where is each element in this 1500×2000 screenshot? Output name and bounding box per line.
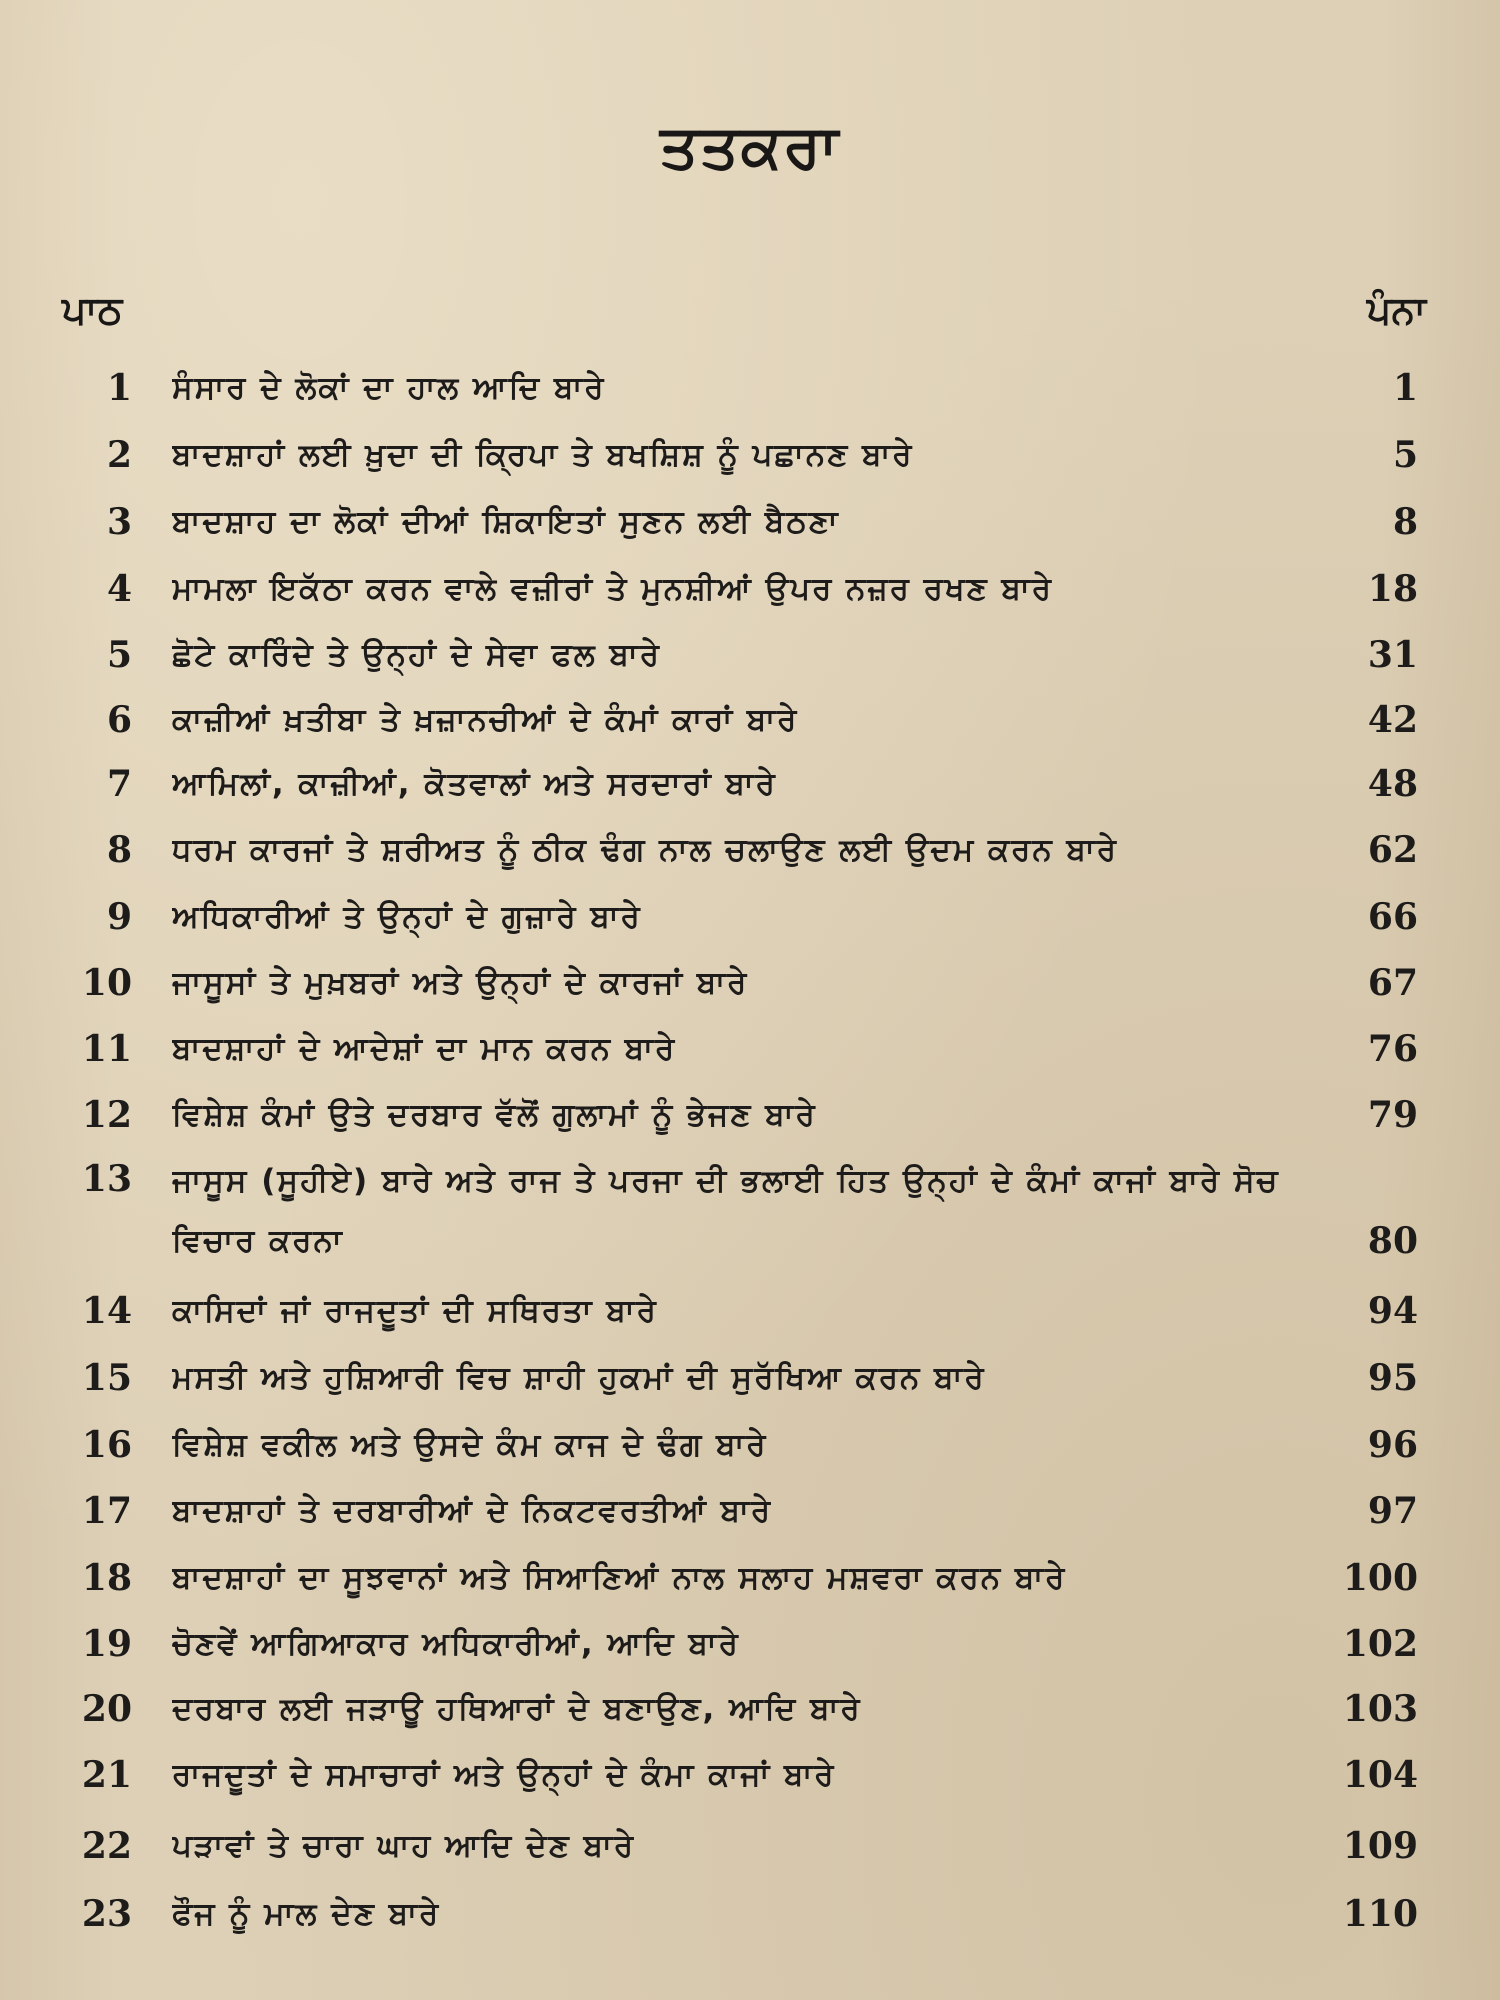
lesson-title: ਅਧਿਕਾਰੀਆਂ ਤੇ ਉਨ੍ਹਾਂ ਦੇ ਗੁਜ਼ਾਰੇ ਬਾਰੇ: [172, 899, 642, 935]
lesson-number: 3: [106, 501, 132, 543]
lesson-column-header: ਪਾਠ: [62, 288, 123, 332]
toc-entry: [0, 1747, 1500, 1803]
toc-entry: [0, 1681, 1500, 1737]
toc-entry: [0, 427, 1500, 483]
lesson-title: ਸੰਸਾਰ ਦੇ ਲੋਕਾਂ ਦਾ ਹਾਲ ਆਦਿ ਬਾਰੇ: [172, 370, 606, 406]
toc-entry: [0, 822, 1500, 878]
lesson-title: ਜਾਸੂਸਾਂ ਤੇ ਮੁਖ਼ਬਰਾਂ ਅਤੇ ਉਨ੍ਹਾਂ ਦੇ ਕਾਰਜਾਂ ਬਾਰੇ: [172, 965, 749, 1001]
toc-entry: [0, 1818, 1500, 1874]
toc-entry: [0, 494, 1500, 550]
page-number: 100: [1342, 1557, 1418, 1599]
toc-entry: [0, 1151, 1500, 1263]
toc-entry: [0, 561, 1500, 617]
page-number: 110: [1342, 1893, 1418, 1935]
toc-entry: [0, 1550, 1500, 1606]
lesson-title: ਛੋਟੇ ਕਾਰਿੰਦੇ ਤੇ ਉਨ੍ਹਾਂ ਦੇ ਸੇਵਾ ਫਲ ਬਾਰੇ: [172, 637, 661, 673]
toc-entry: [0, 1483, 1500, 1539]
lesson-title: ਬਾਦਸ਼ਾਹ ਦਾ ਲੋਕਾਂ ਦੀਆਂ ਸ਼ਿਕਾਇਤਾਂ ਸੁਣਨ ਲਈ ਬੈਠਣਾ: [172, 504, 840, 540]
lesson-number: 9: [106, 896, 132, 938]
page-number: 97: [1367, 1490, 1418, 1532]
page-number: 1: [1392, 367, 1418, 409]
lesson-title: ਬਾਦਸ਼ਾਹਾਂ ਲਈ ਖ਼ੁਦਾ ਦੀ ਕ੍ਰਿਪਾ ਤੇ ਬਖਸ਼ਿਸ਼ ਨੂੰ ਪਛਾਨਣ ਬਾਰੇ: [172, 437, 914, 473]
lesson-number: 1: [106, 367, 132, 409]
lesson-number: 16: [81, 1424, 132, 1466]
lesson-number: 2: [106, 434, 132, 476]
lesson-number: 17: [81, 1490, 132, 1532]
toc-entry: [0, 1021, 1500, 1077]
lesson-number: 4: [106, 568, 132, 610]
lesson-number: 21: [81, 1754, 132, 1796]
page-number: 80: [1367, 1220, 1418, 1262]
lesson-number: 8: [106, 829, 132, 871]
lesson-number: 6: [106, 699, 132, 741]
toc-entry: [0, 627, 1500, 683]
lesson-title: ਕਾਜ਼ੀਆਂ ਖ਼ਤੀਬਾ ਤੇ ਖ਼ਜ਼ਾਨਚੀਆਂ ਦੇ ਕੰਮਾਂ ਕਾਰਾਂ ਬਾਰੇ: [172, 702, 799, 738]
lesson-number: 7: [106, 763, 132, 805]
lesson-title: ਵਿਸ਼ੇਸ਼ ਕੰਮਾਂ ਉਤੇ ਦਰਬਾਰ ਵੱਲੋਂ ਗੁਲਾਮਾਂ ਨੂੰ ਭੇਜਣ ਬਾਰੇ: [172, 1097, 817, 1133]
toc-entry: [0, 692, 1500, 748]
toc-entry: [0, 360, 1500, 416]
lesson-title: ਬਾਦਸ਼ਾਹਾਂ ਦਾ ਸੂਝਵਾਨਾਂ ਅਤੇ ਸਿਆਣਿਆਂ ਨਾਲ ਸਲਾਹ ਮਸ਼ਵਰਾ ਕਰਨ ਬਾਰੇ: [172, 1560, 1067, 1596]
lesson-number: 10: [81, 962, 132, 1004]
page-title: ਤਤਕਰਾ: [659, 112, 841, 182]
page-number: 62: [1367, 829, 1418, 871]
page-column-header: ਪੰਨਾ: [1366, 288, 1426, 332]
lesson-title: ਮਸਤੀ ਅਤੇ ਹੁਸ਼ਿਆਰੀ ਵਿਚ ਸ਼ਾਹੀ ਹੁਕਮਾਂ ਦੀ ਸੁਰੱਖਿਆ ਕਰਨ ਬਾਰੇ: [172, 1360, 986, 1396]
page-number: 103: [1342, 1688, 1418, 1730]
lesson-title: ਚੋਣਵੇਂ ਆਗਿਆਕਾਰ ਅਧਿਕਾਰੀਆਂ, ਆਦਿ ਬਾਰੇ: [172, 1626, 740, 1662]
lesson-title: ਫੌਜ ਨੂੰ ਮਾਲ ਦੇਣ ਬਾਰੇ: [172, 1896, 441, 1932]
lesson-number: 13: [81, 1158, 132, 1200]
page-number: 5: [1392, 434, 1418, 476]
lesson-title: ਆਮਿਲਾਂ, ਕਾਜ਼ੀਆਂ, ਕੋਤਵਾਲਾਂ ਅਤੇ ਸਰਦਾਰਾਂ ਬਾਰੇ: [172, 766, 777, 802]
toc-entry: [0, 1616, 1500, 1672]
page-number: 67: [1367, 962, 1418, 1004]
page-number: 104: [1342, 1754, 1418, 1796]
lesson-title: ਵਿਸ਼ੇਸ਼ ਵਕੀਲ ਅਤੇ ਉਸਦੇ ਕੰਮ ਕਾਜ ਦੇ ਢੰਗ ਬਾਰੇ: [172, 1427, 768, 1463]
toc-entry: [0, 1886, 1500, 1942]
toc-entry: [0, 1087, 1500, 1143]
lesson-number: 12: [81, 1094, 132, 1136]
page-number: 94: [1367, 1290, 1418, 1332]
page-number: 48: [1367, 763, 1418, 805]
lesson-title: ਕਾਸਿਦਾਂ ਜਾਂ ਰਾਜਦੂਤਾਂ ਦੀ ਸਥਿਰਤਾ ਬਾਰੇ: [172, 1293, 658, 1329]
toc-entry: [0, 1417, 1500, 1473]
toc-entry: [0, 955, 1500, 1011]
lesson-number: 23: [81, 1893, 132, 1935]
toc-entry: [0, 889, 1500, 945]
page-number: 102: [1342, 1623, 1418, 1665]
lesson-title: ਰਾਜਦੂਤਾਂ ਦੇ ਸਮਾਚਾਰਾਂ ਅਤੇ ਉਨ੍ਹਾਂ ਦੇ ਕੰਮਾ ਕਾਜਾਂ ਬਾਰੇ: [172, 1757, 836, 1793]
toc-entry: [0, 1350, 1500, 1406]
lesson-number: 22: [81, 1825, 132, 1867]
lesson-number: 15: [81, 1357, 132, 1399]
lesson-number: 18: [81, 1557, 132, 1599]
page-number: 76: [1367, 1028, 1418, 1070]
page-number: 18: [1367, 568, 1418, 610]
page-number: 79: [1367, 1094, 1418, 1136]
page-number: 96: [1367, 1424, 1418, 1466]
lesson-title: ਬਾਦਸ਼ਾਹਾਂ ਦੇ ਆਦੇਸ਼ਾਂ ਦਾ ਮਾਨ ਕਰਨ ਬਾਰੇ: [172, 1031, 677, 1067]
page-number: 42: [1367, 699, 1418, 741]
lesson-number: 14: [81, 1290, 132, 1332]
lesson-title: ਧਰਮ ਕਾਰਜਾਂ ਤੇ ਸ਼ਰੀਅਤ ਨੂੰ ਠੀਕ ਢੰਗ ਨਾਲ ਚਲਾਉਣ ਲਈ ਉਦਮ ਕਰਨ ਬਾਰੇ: [172, 832, 1118, 868]
lesson-number: 11: [81, 1028, 132, 1070]
lesson-number: 5: [106, 634, 132, 676]
page-number: 95: [1367, 1357, 1418, 1399]
page-number: 109: [1342, 1825, 1418, 1867]
toc-entry: [0, 1283, 1500, 1339]
lesson-title: ਪੜਾਵਾਂ ਤੇ ਚਾਰਾ ਘਾਹ ਆਦਿ ਦੇਣ ਬਾਰੇ: [172, 1828, 636, 1864]
lesson-title: ਜਾਸੂਸ (ਸੂਹੀਏ) ਬਾਰੇ ਅਤੇ ਰਾਜ ਤੇ ਪਰਜਾ ਦੀ ਭਲਾਈ ਹਿਤ ਉਨ੍ਹਾਂ ਦੇ ਕੰਮਾਂ ਕਾਜਾਂ ਬਾਰੇ ਸੋਚ ਵਿਚਾਰ ਕਰਨਾ: [172, 1163, 1280, 1259]
page-number: 8: [1392, 501, 1418, 543]
lesson-number: 19: [81, 1623, 132, 1665]
lesson-number: 20: [81, 1688, 132, 1730]
page-number: 66: [1367, 896, 1418, 938]
toc-entry: [0, 756, 1500, 812]
lesson-title: ਦਰਬਾਰ ਲਈ ਜੜਾਊ ਹਥਿਆਰਾਂ ਦੇ ਬਣਾਉਣ, ਆਦਿ ਬਾਰੇ: [172, 1691, 862, 1727]
page-number: 31: [1367, 634, 1418, 676]
lesson-title: ਬਾਦਸ਼ਾਹਾਂ ਤੇ ਦਰਬਾਰੀਆਂ ਦੇ ਨਿਕਟਵਰਤੀਆਂ ਬਾਰੇ: [172, 1493, 773, 1529]
lesson-title: ਮਾਮਲਾ ਇਕੱਠਾ ਕਰਨ ਵਾਲੇ ਵਜ਼ੀਰਾਂ ਤੇ ਮੁਨਸ਼ੀਆਂ ਉਪਰ ਨਜ਼ਰ ਰਖਣ ਬਾਰੇ: [172, 571, 1053, 607]
